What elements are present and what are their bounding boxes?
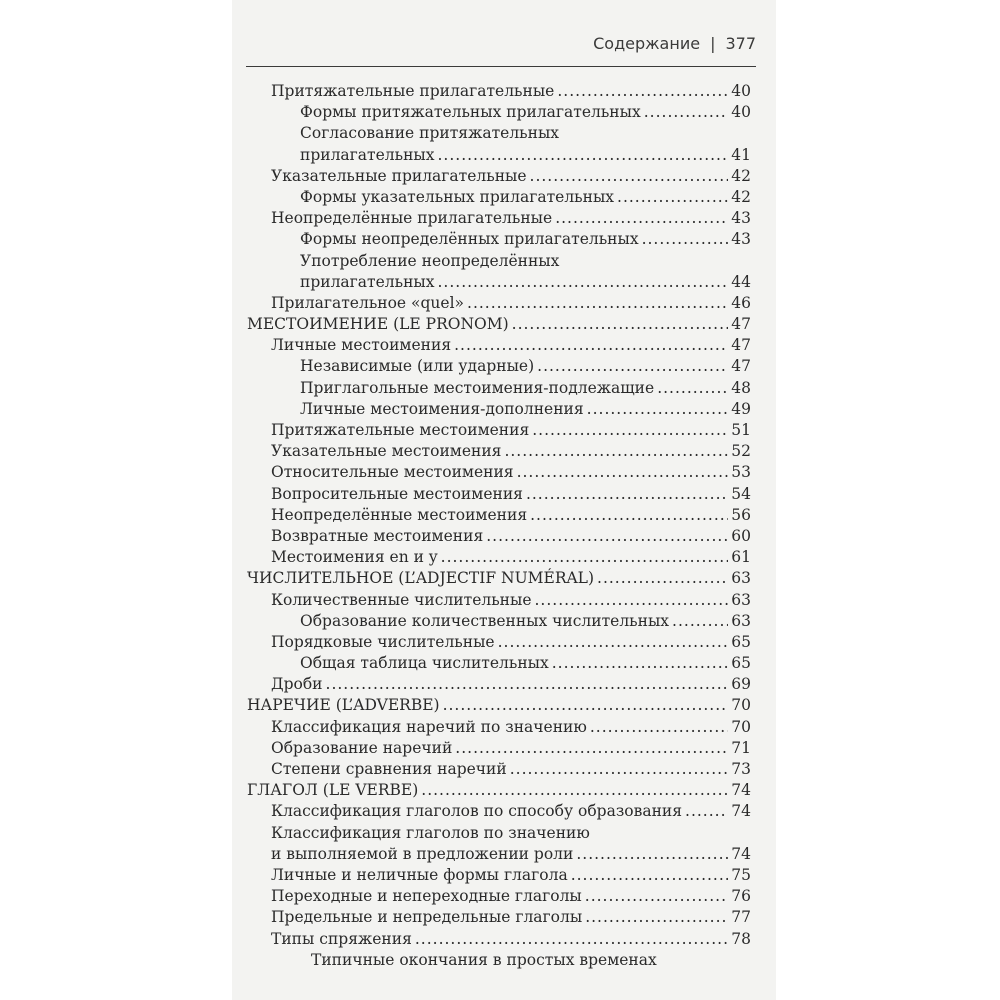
- toc-entry: [247, 314, 751, 335]
- toc-row: [0, 844, 1000, 865]
- toc-entry-title: Относительные местоимения: [271, 463, 514, 482]
- toc-entry-title: Типы спряжения: [271, 929, 412, 948]
- toc-row: [0, 505, 1000, 526]
- toc-leader-dots: [437, 145, 728, 166]
- toc-entry: [300, 272, 751, 293]
- toc-entry-title: Предельные и непредельные глаголы: [271, 908, 583, 927]
- toc-row: [0, 526, 1000, 547]
- toc-leader-dots: [585, 907, 728, 928]
- toc-entry: [300, 229, 751, 250]
- toc-row: [0, 695, 1000, 716]
- toc-entry: [271, 929, 751, 950]
- toc-row: [0, 632, 1000, 653]
- toc-entry-title: Формы неопределённых прилагательных: [300, 230, 639, 249]
- toc-leader-dots: [535, 590, 729, 611]
- toc-entry-page: 78: [731, 929, 751, 948]
- toc-entry: [271, 547, 751, 568]
- toc-entry-page: 60: [731, 526, 751, 545]
- header-section-title: Содержание: [593, 34, 701, 53]
- toc-entry-title: МЕСТОИМЕНИЕ (LE PRONOM): [247, 315, 509, 334]
- toc-leader-dots: [498, 632, 729, 653]
- toc-row: [0, 81, 1000, 102]
- toc-entry-page: 70: [731, 717, 751, 736]
- toc-row: [0, 420, 1000, 441]
- toc-row: [0, 717, 1000, 738]
- toc-entry-title: Количественные числительные: [271, 590, 532, 609]
- toc-entry: [271, 907, 751, 928]
- toc-row: [0, 145, 1000, 166]
- toc-leader-dots: [517, 462, 729, 483]
- toc-entry: [271, 632, 751, 653]
- toc-entry: [271, 590, 751, 611]
- toc-entry-page: 42: [731, 187, 751, 206]
- toc-leader-dots: [597, 568, 728, 589]
- toc-entry-title: Независимые (или ударные): [300, 357, 535, 376]
- toc-entry: [271, 166, 751, 187]
- toc-row: [0, 356, 1000, 377]
- toc-leader-dots: [454, 335, 728, 356]
- toc-entry-title: Притяжательные местоимения: [271, 421, 530, 439]
- toc-entry-page: 40: [731, 82, 751, 100]
- toc-leader-dots: [526, 484, 728, 505]
- toc-entry-page: 65: [731, 654, 751, 673]
- toc-leader-dots: [576, 844, 728, 865]
- toc-row: [0, 547, 1000, 568]
- toc-entry-title: Классификация наречий по значению: [271, 717, 587, 736]
- toc-entry: [271, 208, 751, 229]
- toc-entry-page: 56: [731, 505, 751, 524]
- toc-leader-dots: [555, 208, 728, 229]
- toc-row: [0, 335, 1000, 356]
- toc-leader-dots: [441, 547, 729, 568]
- header-separator: |: [710, 34, 716, 53]
- toc-entry-title: и выполняемой в предложении роли: [271, 844, 574, 863]
- toc-row: [0, 314, 1000, 335]
- toc-entry-title: НАРЕЧИЕ (L’ADVERBE): [247, 696, 440, 715]
- toc-row: [0, 590, 1000, 611]
- toc-entry: [271, 886, 751, 907]
- toc-entry-page: 61: [731, 548, 751, 567]
- toc-leader-dots: [467, 293, 728, 314]
- toc-entry: [271, 801, 751, 822]
- toc-row: [0, 929, 1000, 950]
- toc-leader-dots: [644, 102, 729, 123]
- toc-entry-page: 49: [731, 399, 751, 418]
- toc-row: [0, 950, 1000, 971]
- toc-leader-dots: [587, 399, 729, 420]
- toc-row: [0, 187, 1000, 208]
- toc-row: [0, 780, 1000, 801]
- toc-entry: [271, 441, 751, 462]
- toc-row: [0, 102, 1000, 123]
- toc-entry-title: Личные и неличные формы глагола: [271, 865, 568, 884]
- toc-entry-page: 63: [731, 611, 751, 630]
- toc-entry-page: 70: [731, 696, 751, 715]
- toc-leader-dots: [585, 886, 729, 907]
- toc-entry-title: Указательные прилагательные: [271, 166, 527, 185]
- toc-entry: [271, 505, 751, 526]
- toc-leader-dots: [510, 759, 729, 780]
- toc-row: [0, 568, 1000, 589]
- toc-leader-dots: [537, 356, 728, 377]
- toc-entry: [271, 717, 751, 738]
- toc-entry-title: Формы указательных прилагательных: [300, 187, 615, 206]
- toc-entry-title: Переходные и непереходные глаголы: [271, 887, 582, 906]
- toc-entry-page: 52: [731, 442, 751, 461]
- toc-entry-page: 69: [731, 675, 751, 694]
- toc-entry: [271, 674, 751, 695]
- toc-entry-page: 48: [731, 378, 751, 397]
- toc-row: [0, 865, 1000, 886]
- toc-row: [0, 611, 1000, 632]
- toc-entry: [271, 420, 751, 441]
- toc-entry-title: Местоимения en и y: [271, 548, 438, 567]
- toc-entry-title: прилагательных: [300, 145, 435, 164]
- header-rule: [246, 66, 756, 67]
- toc-leader-dots: [530, 166, 729, 187]
- toc-row: [0, 208, 1000, 229]
- toc-leader-dots: [571, 865, 729, 886]
- toc-leader-dots: [455, 738, 728, 759]
- toc-entry: [247, 695, 751, 716]
- toc-entry-page: 65: [731, 632, 751, 651]
- toc-entry-page: 40: [731, 103, 751, 122]
- toc-entry-page: 74: [731, 844, 751, 863]
- toc-entry-title: ГЛАГОЛ (LE VERBE): [247, 781, 419, 800]
- toc-leader-dots: [590, 717, 728, 738]
- toc-row: [0, 378, 1000, 399]
- toc-entry: [300, 145, 751, 166]
- toc-entry-title: Прилагательное «quel»: [271, 293, 465, 312]
- toc-entry-page: 76: [731, 887, 751, 906]
- toc-entry: [300, 399, 751, 420]
- toc-entry: [300, 356, 751, 377]
- toc-entry: [271, 484, 751, 505]
- toc-entry-page: 44: [731, 272, 751, 291]
- toc-entry: [247, 568, 751, 589]
- toc-entry-page: 51: [731, 421, 751, 439]
- toc-row: [0, 441, 1000, 462]
- toc-entry: [300, 378, 751, 399]
- toc-entry-page: 75: [731, 865, 751, 884]
- toc-leader-dots: [532, 420, 728, 441]
- toc-row: [0, 293, 1000, 314]
- toc-entry-page: 63: [731, 569, 751, 588]
- toc-entry-page: 43: [731, 209, 751, 228]
- toc-leader-dots: [421, 780, 728, 801]
- toc-entry-title: Образование наречий: [271, 738, 453, 757]
- toc-entry-page: 54: [731, 484, 751, 503]
- toc-entry-title: Классификация глаголов по значению: [271, 823, 590, 842]
- toc-entry-title: Личные местоимения: [271, 336, 452, 355]
- toc-entry-title: Неопределённые местоимения: [271, 505, 528, 524]
- toc-row: [0, 674, 1000, 695]
- toc-entry: [271, 526, 751, 547]
- toc-entry-page: 73: [731, 760, 751, 778]
- toc-row: [0, 462, 1000, 483]
- toc-entry-page: 43: [731, 230, 751, 249]
- toc-entry: [271, 81, 751, 102]
- toc-row: [0, 886, 1000, 907]
- toc-entry-title: Вопросительные местоимения: [271, 484, 523, 503]
- toc-leader-dots: [530, 505, 728, 526]
- toc-row: [0, 823, 1000, 844]
- toc-leader-dots: [443, 695, 729, 716]
- toc-entry: [300, 611, 751, 632]
- toc-entry-title: Степени сравнения наречий: [271, 760, 507, 778]
- toc-entry: [300, 102, 751, 123]
- toc-row: [0, 166, 1000, 187]
- toc-entry: [271, 293, 751, 314]
- toc-row: [0, 399, 1000, 420]
- toc-entry-page: 74: [731, 802, 751, 821]
- toc-row: [0, 123, 1000, 144]
- toc-entry-title: Личные местоимения-дополнения: [300, 399, 584, 418]
- toc-row: [0, 653, 1000, 674]
- toc-entry-page: 47: [731, 357, 751, 376]
- toc-entry: [271, 738, 751, 759]
- toc-entry-page: 41: [731, 145, 751, 164]
- toc-entry-title: Возвратные местоимения: [271, 526, 484, 545]
- toc-leader-dots: [642, 229, 729, 250]
- toc-entry-page: 74: [731, 781, 751, 800]
- toc-entry-title: Приглагольные местоимения-подлежащие: [300, 378, 655, 397]
- toc-entry: [300, 653, 751, 674]
- toc-row: [0, 272, 1000, 293]
- toc-leader-dots: [504, 441, 728, 462]
- toc-entry-page: 63: [731, 590, 751, 609]
- toc-leader-dots: [326, 674, 729, 695]
- header-page-number: 377: [725, 34, 756, 53]
- toc-leader-dots: [552, 653, 729, 674]
- toc-entry-title: Формы притяжательных прилагательных: [300, 103, 641, 122]
- toc-entry: [271, 759, 751, 780]
- toc-entry-title: Образование количественных числительных: [300, 611, 670, 630]
- toc-entry-title: Употребление неопределённых: [300, 251, 560, 270]
- toc-entry-page: 47: [731, 336, 751, 355]
- toc-leader-dots: [486, 526, 728, 547]
- toc-entry: [300, 187, 751, 208]
- toc-entry-page: 53: [731, 463, 751, 482]
- toc-entry-title: Классификация глаголов по способу образования: [271, 802, 683, 821]
- toc-row: [0, 738, 1000, 759]
- toc-entry-title: Согласование притяжательных: [300, 124, 560, 143]
- toc-leader-dots: [657, 378, 728, 399]
- toc-entry: [271, 462, 751, 483]
- toc-entry-page: 71: [731, 738, 751, 757]
- toc-entry-page: 46: [731, 293, 751, 312]
- toc-entry: [271, 865, 751, 886]
- toc-leader-dots: [685, 801, 728, 822]
- toc-entry-page: 47: [731, 315, 751, 334]
- toc-leader-dots: [617, 187, 728, 208]
- toc-row: [0, 484, 1000, 505]
- toc-leader-dots: [415, 929, 728, 950]
- toc-entry-title: Типичные окончания в простых временах: [311, 950, 657, 969]
- toc-entry: [271, 335, 751, 356]
- toc-entry-page: 77: [731, 908, 751, 927]
- toc-entry-title: прилагательных: [300, 272, 435, 291]
- toc-leader-dots: [512, 314, 729, 335]
- toc-entry: [271, 844, 751, 865]
- toc-row: [0, 801, 1000, 822]
- toc-row: [0, 229, 1000, 250]
- table-of-contents: [0, 81, 1000, 971]
- toc-entry-title: Дроби: [271, 675, 323, 694]
- toc-entry-title: Общая таблица числительных: [300, 654, 549, 673]
- toc-entry-page: 42: [731, 166, 751, 185]
- toc-entry-title: Неопределённые прилагательные: [271, 209, 553, 228]
- toc-entry-title: Порядковые числительные: [271, 632, 495, 651]
- toc-row: [0, 251, 1000, 272]
- toc-entry-title: ЧИСЛИТЕЛЬНОЕ (L’ADJECTIF NUMÉRAL): [247, 569, 595, 588]
- toc-entry-title: Указательные местоимения: [271, 442, 502, 461]
- toc-row: [0, 759, 1000, 780]
- toc-leader-dots: [437, 272, 728, 293]
- toc-leader-dots: [557, 81, 728, 102]
- toc-row: [0, 907, 1000, 928]
- toc-leader-dots: [672, 611, 728, 632]
- toc-entry-title: Притяжательные прилагательные: [271, 82, 555, 100]
- toc-entry: [247, 780, 751, 801]
- page-header: [232, 34, 756, 53]
